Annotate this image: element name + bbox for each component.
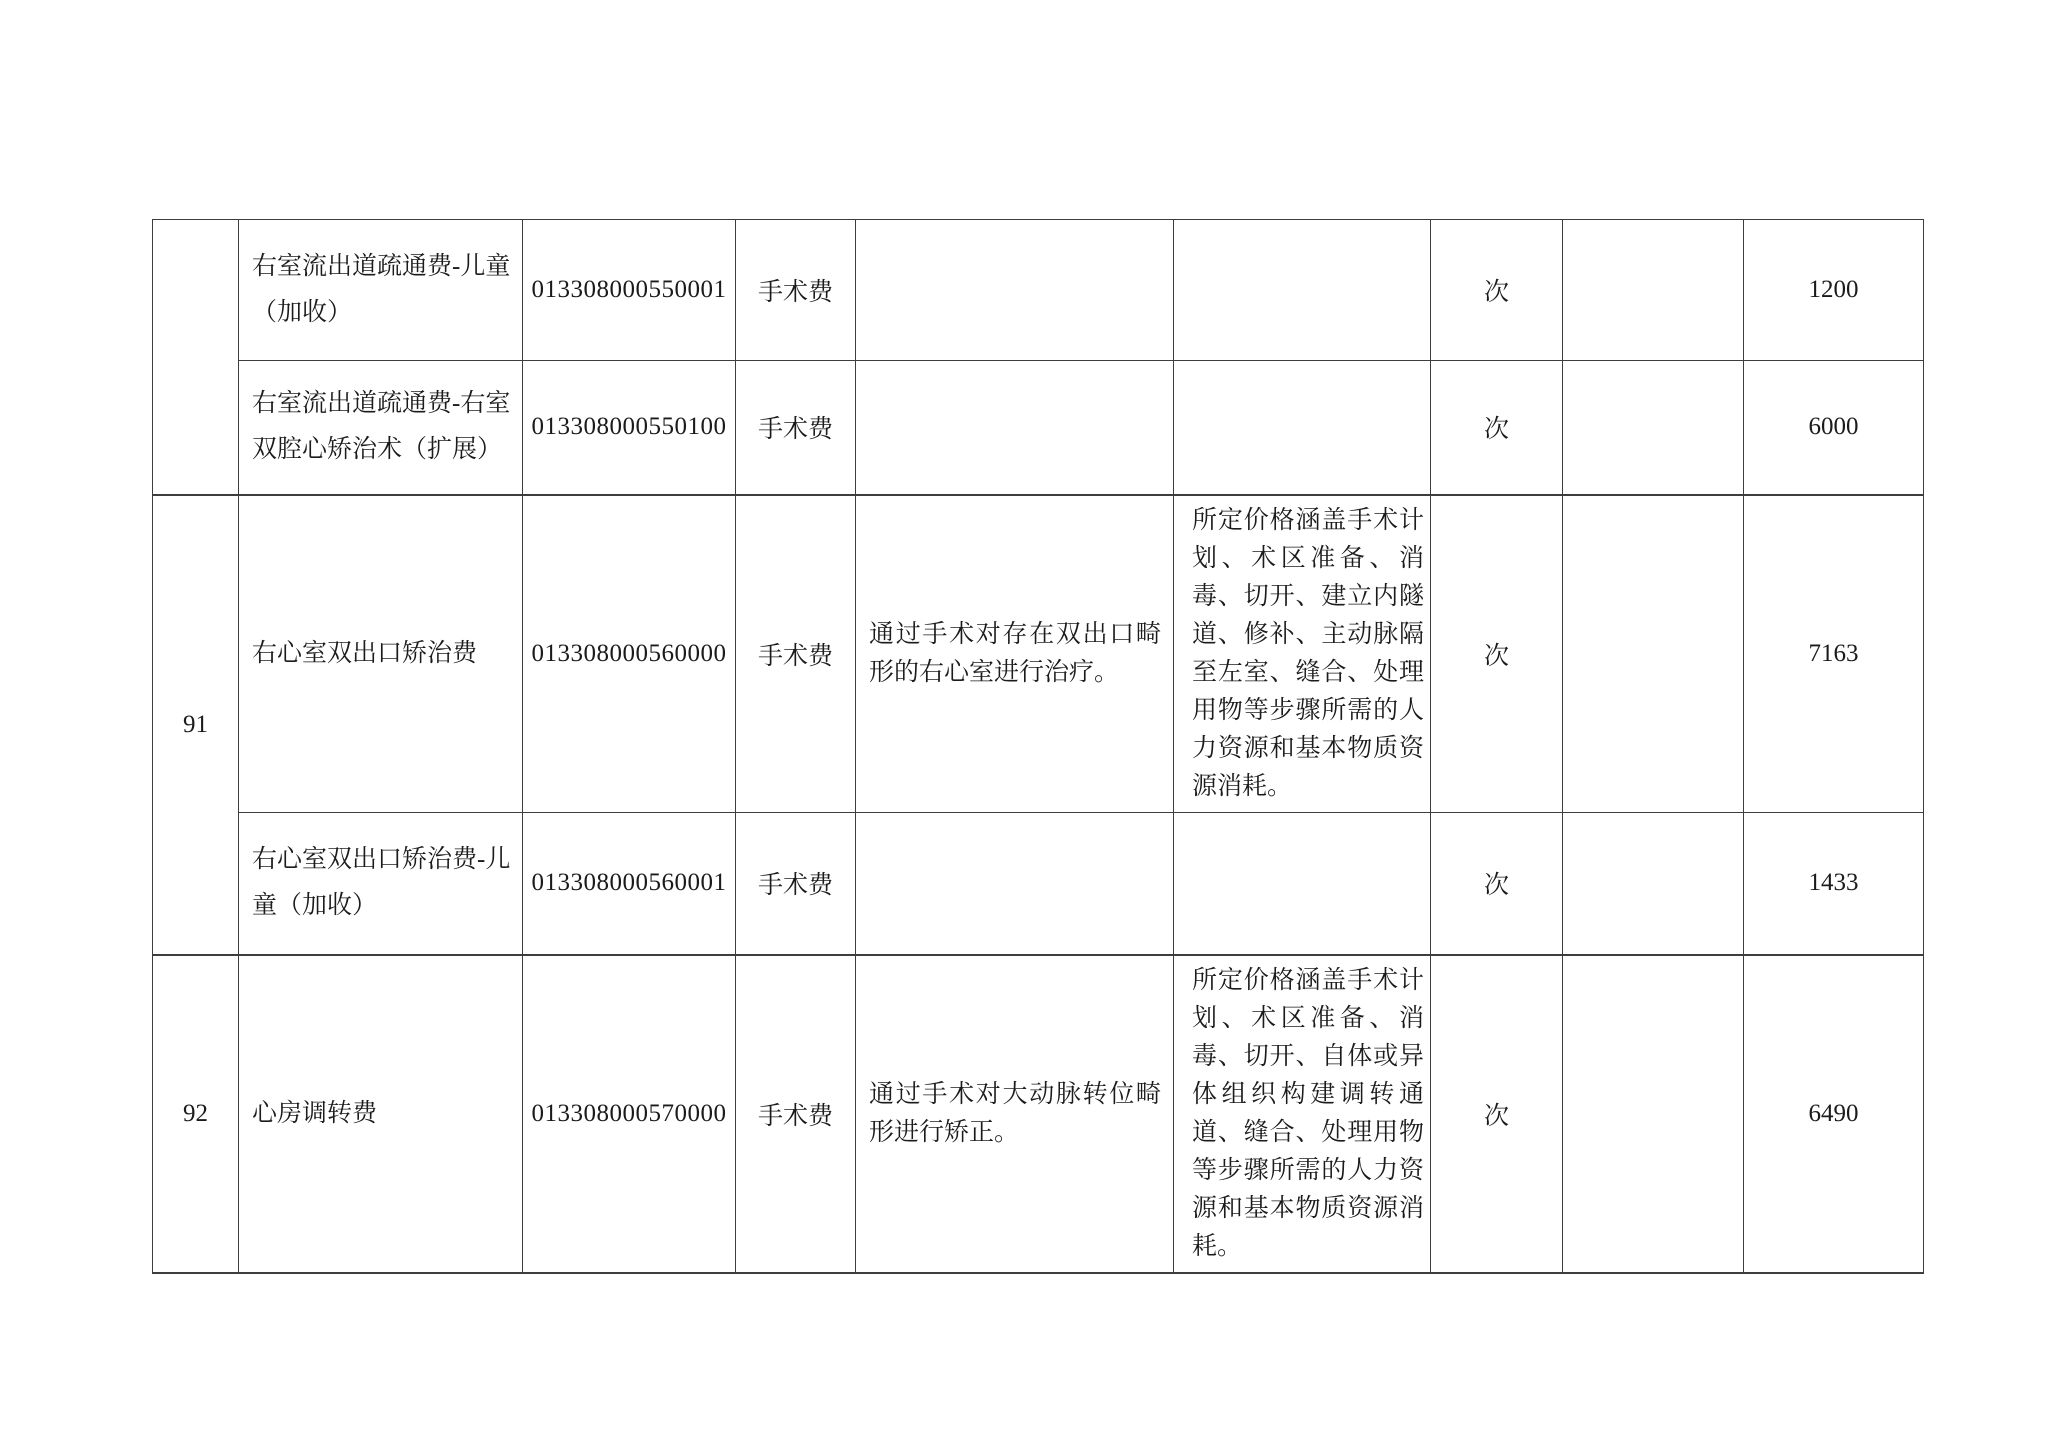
cell-price: 1200 bbox=[1744, 220, 1924, 361]
cell-price-coverage: 所定价格涵盖手术计划、术区准备、消毒、切开、建立内隧道、修补、主动脉隔至左室、缝合、处理用物等步骤所需的人力资源和基本物质资源消耗。 bbox=[1174, 495, 1431, 813]
cell-fee-category: 手术费 bbox=[736, 812, 856, 955]
cell-empty bbox=[1563, 955, 1744, 1273]
cell-empty bbox=[1563, 220, 1744, 361]
cell-item-code: 013308000570000 bbox=[523, 955, 736, 1273]
cell-unit: 次 bbox=[1431, 955, 1563, 1273]
cell-service-description bbox=[856, 361, 1174, 495]
cell-price: 1433 bbox=[1744, 812, 1924, 955]
table-row bbox=[153, 220, 1924, 361]
cell-price: 6490 bbox=[1744, 955, 1924, 1273]
cell-empty bbox=[1563, 361, 1744, 495]
cell-price-coverage bbox=[1174, 812, 1431, 955]
cell-price: 7163 bbox=[1744, 495, 1924, 813]
cell-item-code: 013308000560000 bbox=[523, 495, 736, 813]
cell-seq-number: 91 bbox=[153, 495, 239, 956]
cell-item-code: 013308000550001 bbox=[523, 220, 736, 361]
cell-price-coverage bbox=[1174, 361, 1431, 495]
cell-unit: 次 bbox=[1431, 495, 1563, 813]
cell-service-description: 通过手术对大动脉转位畸形进行矫正。 bbox=[856, 955, 1174, 1273]
table-row bbox=[153, 495, 1924, 813]
cell-service-description: 通过手术对存在双出口畸形的右心室进行治疗。 bbox=[856, 495, 1174, 813]
cell-seq-number: 92 bbox=[153, 955, 239, 1273]
cell-item-name: 心房调转费 bbox=[239, 955, 523, 1273]
fee-table bbox=[152, 219, 1924, 1274]
cell-price-coverage bbox=[1174, 220, 1431, 361]
cell-empty bbox=[1563, 812, 1744, 955]
cell-service-description bbox=[856, 220, 1174, 361]
table-row bbox=[153, 812, 1924, 955]
cell-fee-category: 手术费 bbox=[736, 955, 856, 1273]
cell-unit: 次 bbox=[1431, 220, 1563, 361]
cell-fee-category: 手术费 bbox=[736, 495, 856, 813]
cell-unit: 次 bbox=[1431, 812, 1563, 955]
cell-seq-number bbox=[153, 220, 239, 495]
cell-empty bbox=[1563, 495, 1744, 813]
cell-fee-category: 手术费 bbox=[736, 361, 856, 495]
cell-item-name: 右心室双出口矫治费 bbox=[239, 495, 523, 813]
cell-item-name: 右室流出道疏通费-右室双腔心矫治术（扩展） bbox=[239, 361, 523, 495]
cell-item-name: 右心室双出口矫治费-儿童（加收） bbox=[239, 812, 523, 955]
cell-unit: 次 bbox=[1431, 361, 1563, 495]
cell-item-code: 013308000560001 bbox=[523, 812, 736, 955]
cell-price: 6000 bbox=[1744, 361, 1924, 495]
cell-service-description bbox=[856, 812, 1174, 955]
table-row bbox=[153, 955, 1924, 1273]
table-row bbox=[153, 361, 1924, 495]
cell-item-code: 013308000550100 bbox=[523, 361, 736, 495]
cell-price-coverage: 所定价格涵盖手术计划、术区准备、消毒、切开、自体或异体组织构建调转通道、缝合、处理用物等步骤所需的人力资源和基本物质资源消耗。 bbox=[1174, 955, 1431, 1273]
cell-item-name: 右室流出道疏通费-儿童（加收） bbox=[239, 220, 523, 361]
cell-fee-category: 手术费 bbox=[736, 220, 856, 361]
